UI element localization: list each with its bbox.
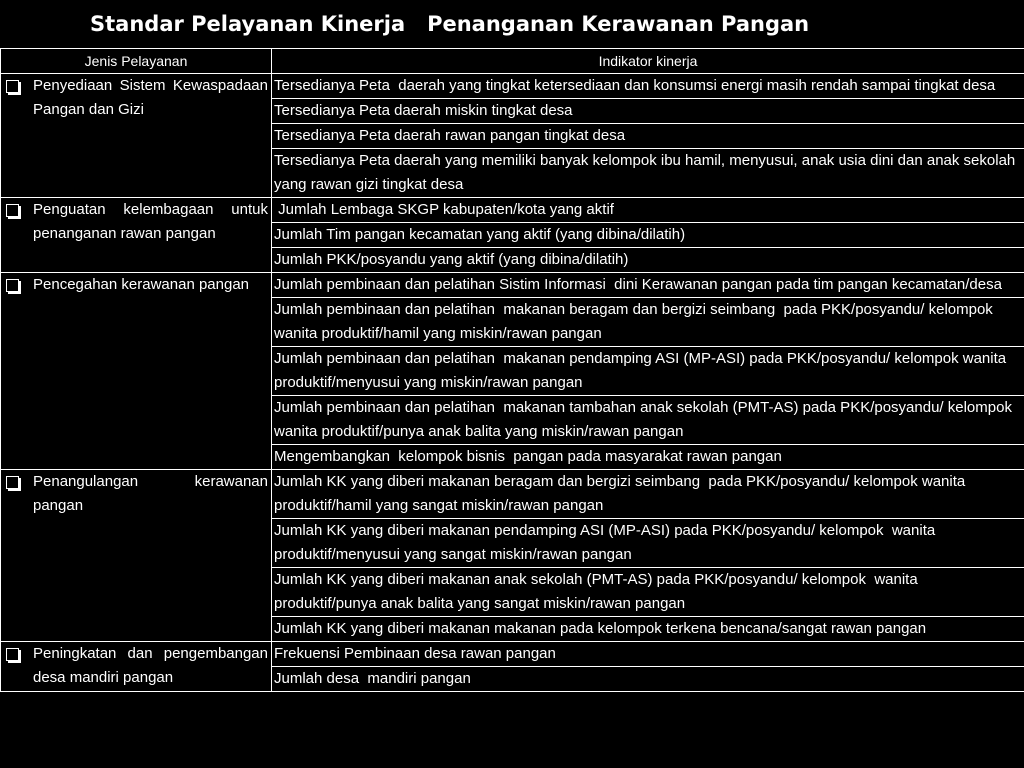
indikator-kinerja-cell: Jumlah KK yang diberi makanan anak sekolah (PMT-AS) pada PKK/posyandu/ kelompok wanita produktif/punya anak balita yang sangat miskin/rawan pangan: [272, 568, 1024, 617]
indikator-kinerja-cell: Jumlah KK yang diberi makanan pendamping ASI (MP-ASI) pada PKK/posyandu/ kelompok wanita produktif/menyusui yang sangat miskin/rawan pangan: [272, 519, 1024, 568]
checkbox-bullet-icon: [6, 279, 19, 292]
indikator-kinerja-cell: Tersedianya Peta daerah yang tingkat ketersediaan dan konsumsi energi masih rendah sampai tingkat desa: [272, 74, 1024, 99]
jenis-pelayanan-cell: [1, 642, 272, 692]
jenis-pelayanan-label: Penangulangan kerawanan pangan: [33, 473, 268, 514]
jenis-pelayanan-cell: [1, 198, 272, 273]
checkbox-bullet-icon: [6, 476, 19, 489]
checkbox-bullet-icon: [6, 648, 19, 661]
table-row: [1, 74, 1024, 99]
table-row: [1, 470, 1024, 519]
performance-standards-table: [0, 48, 1024, 692]
table-row: [1, 273, 1024, 298]
table-header-row: [1, 49, 1024, 74]
header-indikator-kinerja: Indikator kinerja: [272, 49, 1024, 74]
jenis-pelayanan-label: Penguatan kelembagaan untuk penanganan rawan pangan: [33, 201, 268, 242]
jenis-pelayanan-cell: [1, 470, 272, 642]
jenis-pelayanan-cell: [1, 273, 272, 470]
jenis-pelayanan-label: Peningkatan dan pengembangan desa mandiri pangan: [33, 645, 268, 686]
indikator-kinerja-cell: Jumlah pembinaan dan pelatihan makanan pendamping ASI (MP-ASI) pada PKK/posyandu/ kelompok wanita produktif/menyusui yang miskin/rawan pangan: [272, 347, 1024, 396]
indikator-kinerja-cell: Jumlah Tim pangan kecamatan yang aktif (yang dibina/dilatih): [272, 223, 1024, 248]
indikator-kinerja-cell: Jumlah pembinaan dan pelatihan makanan tambahan anak sekolah (PMT-AS) pada PKK/posyandu/ kelompok wanita produktif/punya anak balita yang miskin/rawan pangan: [272, 396, 1024, 445]
table-row: [1, 198, 1024, 223]
indikator-kinerja-cell: Jumlah pembinaan dan pelatihan Sistim Informasi dini Kerawanan pangan pada tim pangan kecamatan/desa: [272, 273, 1024, 298]
checkbox-bullet-icon: [6, 80, 19, 93]
jenis-pelayanan-cell: [1, 74, 272, 198]
indikator-kinerja-cell: Jumlah KK yang diberi makanan beragam dan bergizi seimbang pada PKK/posyandu/ kelompok wanita produktif/hamil yang sangat miskin/rawan pangan: [272, 470, 1024, 519]
jenis-pelayanan-label: Pencegahan kerawanan pangan: [33, 276, 250, 293]
indikator-kinerja-cell: Mengembangkan kelompok bisnis pangan pada masyarakat rawan pangan: [272, 445, 1024, 470]
jenis-pelayanan-label: Penyediaan Sistem Kewaspadaan Pangan dan Gizi: [33, 77, 268, 118]
table-body: [1, 74, 1024, 692]
indikator-kinerja-cell: Tersedianya Peta daerah rawan pangan tingkat desa: [272, 124, 1024, 149]
indikator-kinerja-cell: Tersedianya Peta daerah yang memiliki banyak kelompok ibu hamil, menyusui, anak usia dini dan anak sekolah yang rawan gizi tingkat desa: [272, 149, 1024, 198]
indikator-kinerja-cell: Jumlah KK yang diberi makanan makanan pada kelompok terkena bencana/sangat rawan pangan: [272, 617, 1024, 642]
indikator-kinerja-cell: Jumlah pembinaan dan pelatihan makanan beragam dan bergizi seimbang pada PKK/posyandu/ kelompok wanita produktif/hamil yang miskin/rawan pangan: [272, 298, 1024, 347]
table-row: [1, 642, 1024, 667]
indikator-kinerja-cell: Tersedianya Peta daerah miskin tingkat desa: [272, 99, 1024, 124]
indikator-kinerja-cell: Jumlah Lembaga SKGP kabupaten/kota yang aktif: [272, 198, 1024, 223]
indikator-kinerja-cell: Jumlah desa mandiri pangan: [272, 667, 1024, 692]
checkbox-bullet-icon: [6, 204, 19, 217]
page-title: Standar Pelayanan Kinerja Penanganan Kerawanan Pangan: [90, 12, 810, 36]
indikator-kinerja-cell: Frekuensi Pembinaan desa rawan pangan: [272, 642, 1024, 667]
indikator-kinerja-cell: Jumlah PKK/posyandu yang aktif (yang dibina/dilatih): [272, 248, 1024, 273]
header-jenis-pelayanan: Jenis Pelayanan: [1, 49, 272, 74]
